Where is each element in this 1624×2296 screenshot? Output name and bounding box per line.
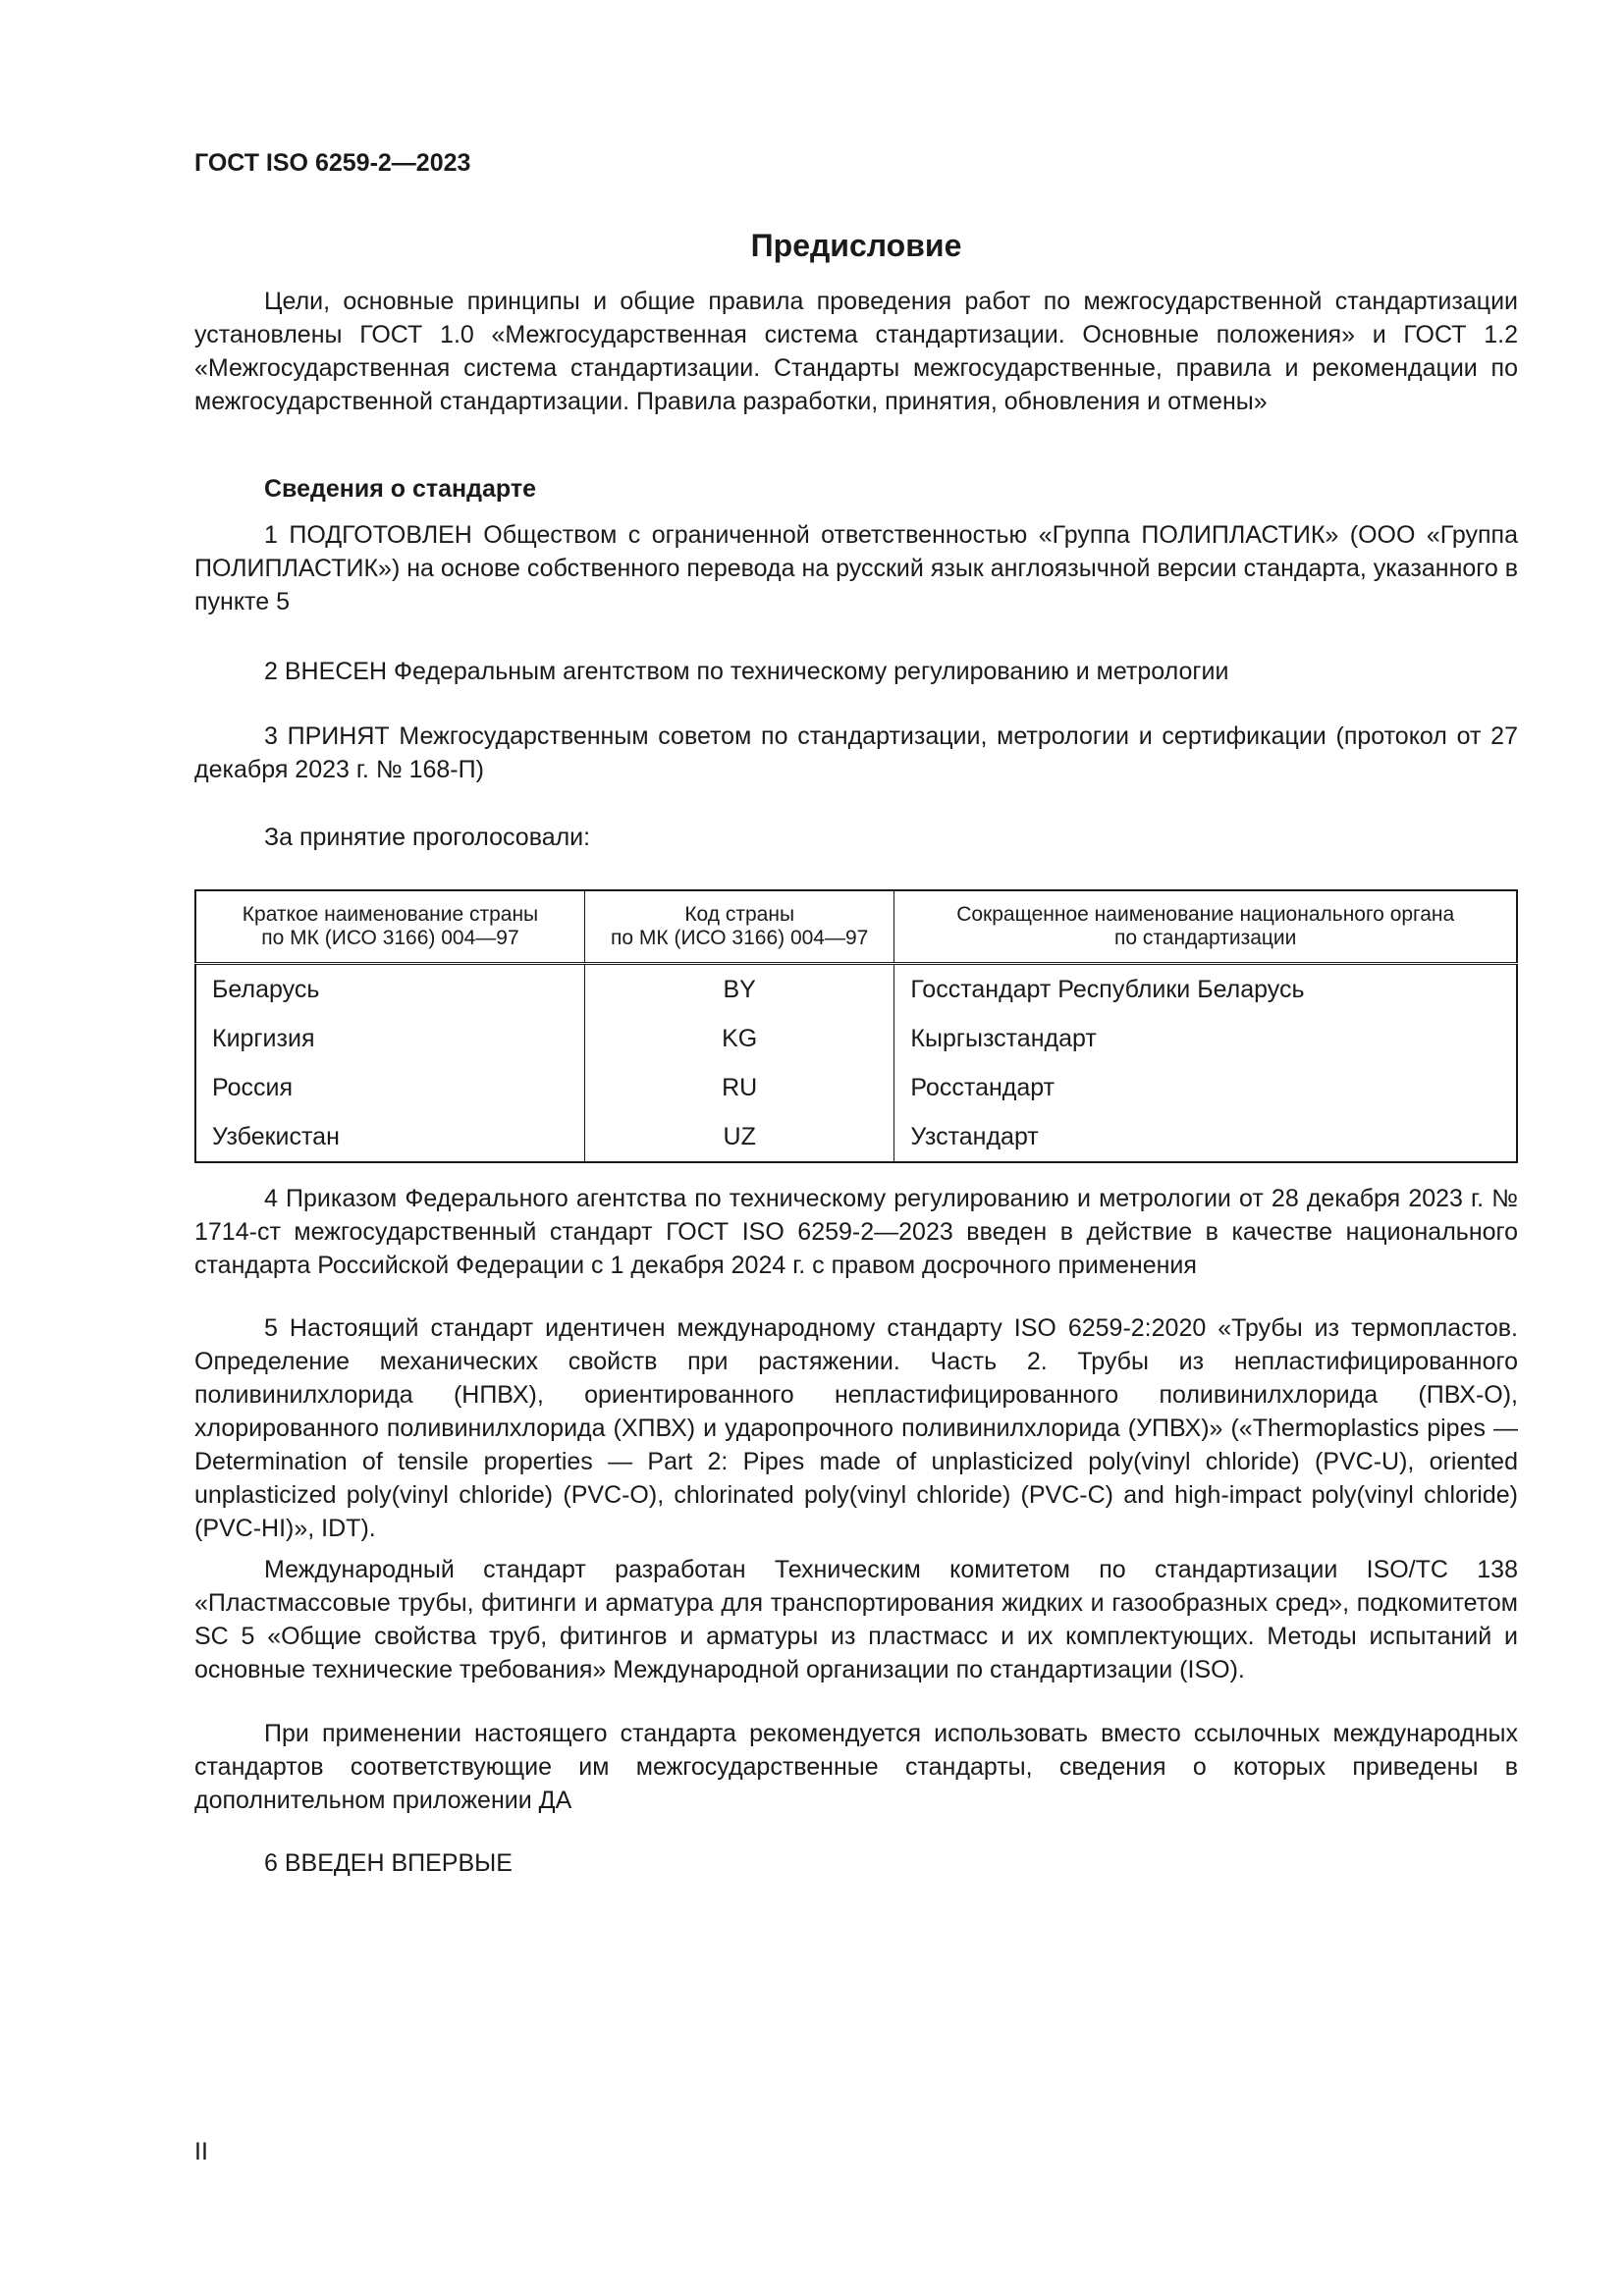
table-header-code: Код страны по МК (ИСО 3166) 004—97 [584, 890, 893, 964]
item-5-committee: Международный стандарт разработан Техническим комитетом по стандартизации ISO/TC 138 «Пластмассовые трубы, фитинги и арматура для транспортирования жидких и газообразных сред», подкомитетом SC 5 «Общие свойства труб, фитингов и арматуры из пластмасс и их комплектующих. Методы испытаний и основные технические требования» Международной организации по стандартизации (ISO). [194, 1556, 1518, 1683]
intro-paragraph: Цели, основные принципы и общие правила проведения работ по межгосударственной стандартизации установлены ГОСТ 1.0 «Межгосударственная система стандартизации. Основные положения» и ГОСТ 1.2 «Межгосударственная система стандартизации. Стандарты межгосударственные, правила и рекомендации по межгосударственной стандартизации. Правила разработки, принятия, обновления и отмены» [194, 288, 1518, 415]
voting-states-table [194, 889, 1518, 1163]
table-row [195, 964, 1517, 1015]
table-header-country: Краткое наименование страны по МК (ИСО 3166) 004—97 [195, 890, 584, 964]
section-heading: Сведения о стандарте [264, 475, 537, 503]
document-page [194, 0, 1518, 2296]
table-cell-body: Узстандарт [894, 1112, 1517, 1162]
table-cell-code: KG [584, 1014, 893, 1063]
table-header-body: Сокращенное наименование национального органа по стандартизации [894, 890, 1517, 964]
table-cell-country: Киргизия [195, 1014, 584, 1063]
table-row [195, 1014, 1517, 1063]
table-cell-body: Госстандарт Республики Беларусь [894, 964, 1517, 1015]
table-cell-body: Кыргызстандарт [894, 1014, 1517, 1063]
page-number: II [194, 2138, 208, 2165]
table-cell-body: Росстандарт [894, 1063, 1517, 1112]
table-cell-country: Узбекистан [195, 1112, 584, 1162]
table-row [195, 1063, 1517, 1112]
item-6-first-introduced: 6 ВВЕДЕН ВПЕРВЫЕ [264, 1849, 513, 1877]
table-cell-country: Россия [195, 1063, 584, 1112]
item-4-order: 4 Приказом Федерального агентства по техническому регулированию и метрологии от 28 декабря 2023 г. № 1714-ст межгосударственный стандарт ГОСТ ISO 6259-2—2023 введен в действие в качестве национального стандарта Российской Федерации с 1 декабря 2024 г. с правом досрочного применения [194, 1185, 1518, 1279]
table-cell-code: BY [584, 964, 893, 1015]
page-title: Предисловие [750, 228, 962, 263]
item-5-identity: 5 Настоящий стандарт идентичен международному стандарту ISO 6259-2:2020 «Трубы из термопластов. Определение механических свойств при растяжении. Часть 2. Трубы из непластифицированного поливинилхлорида (НПВХ), ориентированного непластифицированного поливинилхлорида (ПВХ-О), хлорированного поливинилхлорида (ХПВХ) и ударопрочного поливинилхлорида (УПВХ)» («Thermoplastics pipes — Determination of tensile properties — Part 2: Pipes made of unplasticized poly(vinyl chloride) (PVC-U), oriented unplasticized poly(vinyl chloride) (PVC-O), chlorinated poly(vinyl chloride) (PVC-C) and high-impact poly(vinyl chloride) (PVC-HI)», IDT). [194, 1314, 1518, 1542]
table-row [195, 1112, 1517, 1162]
table-cell-code: RU [584, 1063, 893, 1112]
table-cell-country: Беларусь [195, 964, 584, 1015]
item-2-submitted: 2 ВНЕСЕН Федеральным агентством по техническому регулированию и метрологии [264, 658, 1229, 685]
table-header-row [195, 890, 1517, 964]
document-id: ГОСТ ISO 6259-2—2023 [194, 149, 471, 177]
voted-label: За принятие проголосовали: [264, 824, 591, 851]
item-3-adopted: 3 ПРИНЯТ Межгосударственным советом по стандартизации, метрологии и сертификации (протокол от 27 декабря 2023 г. № 168-П) [194, 722, 1518, 783]
item-1-prepared: 1 ПОДГОТОВЛЕН Обществом с ограниченной ответственностью «Группа ПОЛИПЛАСТИК» (ООО «Группа ПОЛИПЛАСТИК») на основе собственного перевода на русский язык англоязычной версии стандарта, указанного в пункте 5 [194, 521, 1518, 615]
item-5-references: При применении настоящего стандарта рекомендуется использовать вместо ссылочных международных стандартов соответствующие им межгосударственные стандарты, сведения о которых приведены в дополнительном приложении ДА [194, 1720, 1518, 1814]
table-cell-code: UZ [584, 1112, 893, 1162]
